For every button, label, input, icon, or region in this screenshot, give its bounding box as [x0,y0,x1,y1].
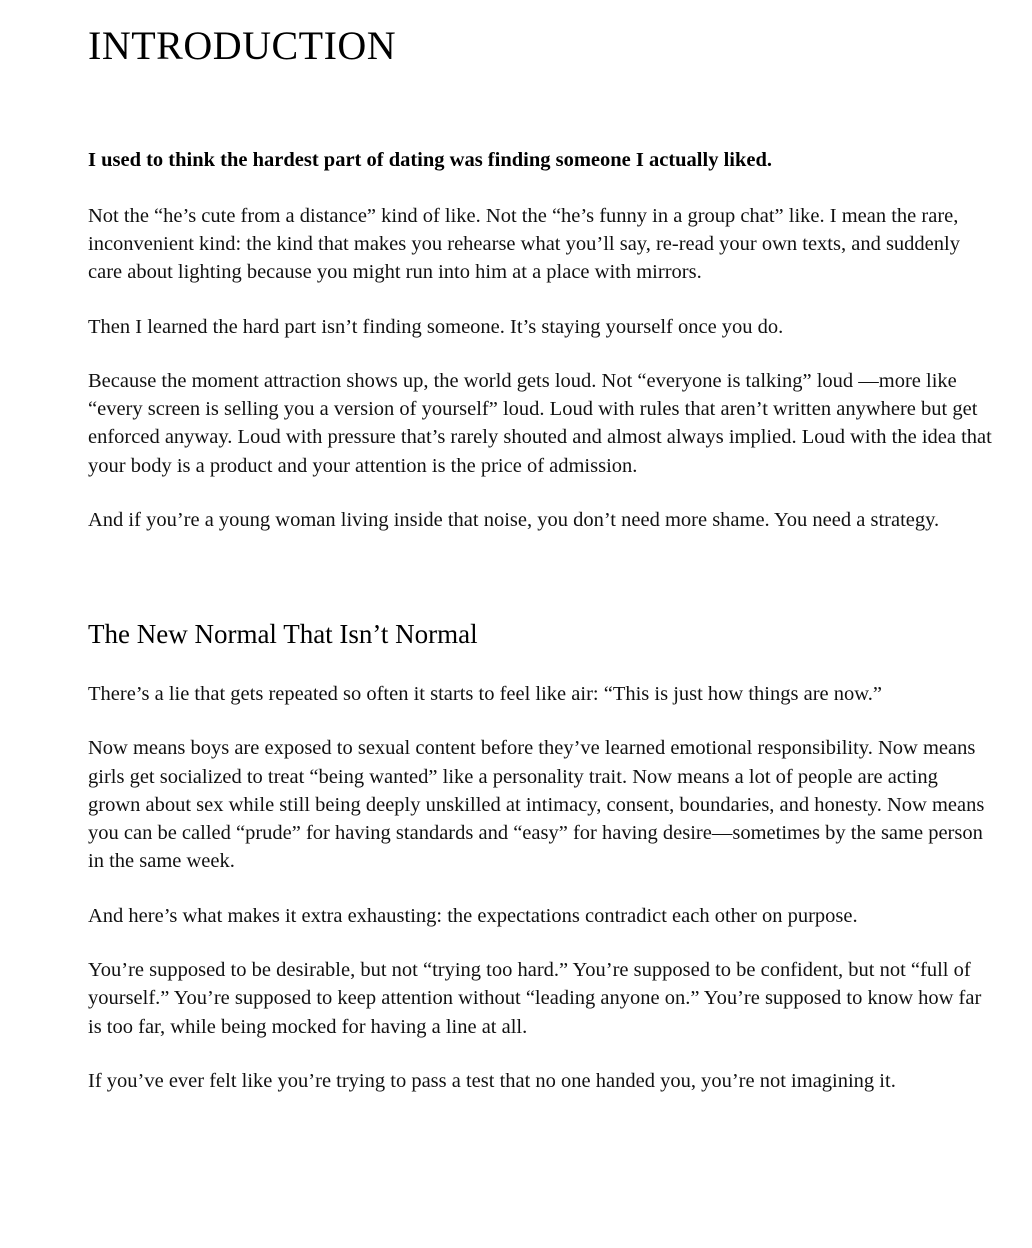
section-spacer [88,560,996,618]
section-paragraph-3: And here’s what makes it extra exhausting: the expectations contradict each other on purpose. [88,904,858,927]
section-heading: The New Normal That Isn’t Normal [88,619,478,650]
section-paragraph-1: There’s a lie that gets repeated so often it starts to feel like air: “This is just how things are now.” [88,683,882,705]
intro-paragraph-2: Then I learned the hard part isn’t finding someone. It’s staying yourself once you do. [88,315,784,338]
section-paragraph-5: If you’ve ever felt like you’re trying to pass a test that no one handed you, you’re not imagining it. [88,1069,896,1092]
section-paragraph-2: Now means boys are exposed to sexual content before they’ve learned emotional responsibility. Now means girls get socialized to treat “being wanted” like a personality trait. Now means a lot of people are acting grown about sex while still being deeply unskilled at intimacy, consent, boundaries, and honesty. Now means you can be called “prude” for having standards and “easy” for having desire—sometimes by the same person in the same week. [88,737,985,873]
page-title: INTRODUCTION [88,23,397,68]
intro-paragraph-4: And if you’re a young woman living inside that noise, you don’t need more shame. You need a strategy. [88,508,940,531]
intro-paragraph-3: Because the moment attraction shows up, the world gets loud. Not “everyone is talking” loud —more like “every screen is selling you a version of yourself” loud. Loud with rules that aren’t written anywhere but get enforced anyway. Loud with pressure that’s rarely shouted and almost always implied. Loud with the idea that your body is a product and your attention is the price of admission. [88,369,992,477]
intro-lead-paragraph: I used to think the hardest part of dating was finding someone I actually liked. [88,149,772,171]
intro-paragraph-1: Not the “he’s cute from a distance” kind of like. Not the “he’s funny in a group chat” like. I mean the rare, inconvenient kind: the kind that makes you rehearse what you’ll say, re-read your own texts, and suddenly care about lighting because you might run into him at a place with mirrors. [88,204,960,284]
title-spacer [88,70,996,146]
section-paragraph-4: You’re supposed to be desirable, but not “trying too hard.” You’re supposed to be confident, but not “full of yourself.” You’re supposed to keep attention without “leading anyone on.” You’re supposed to know how far is too far, while being mocked for having a line at all. [88,958,982,1038]
